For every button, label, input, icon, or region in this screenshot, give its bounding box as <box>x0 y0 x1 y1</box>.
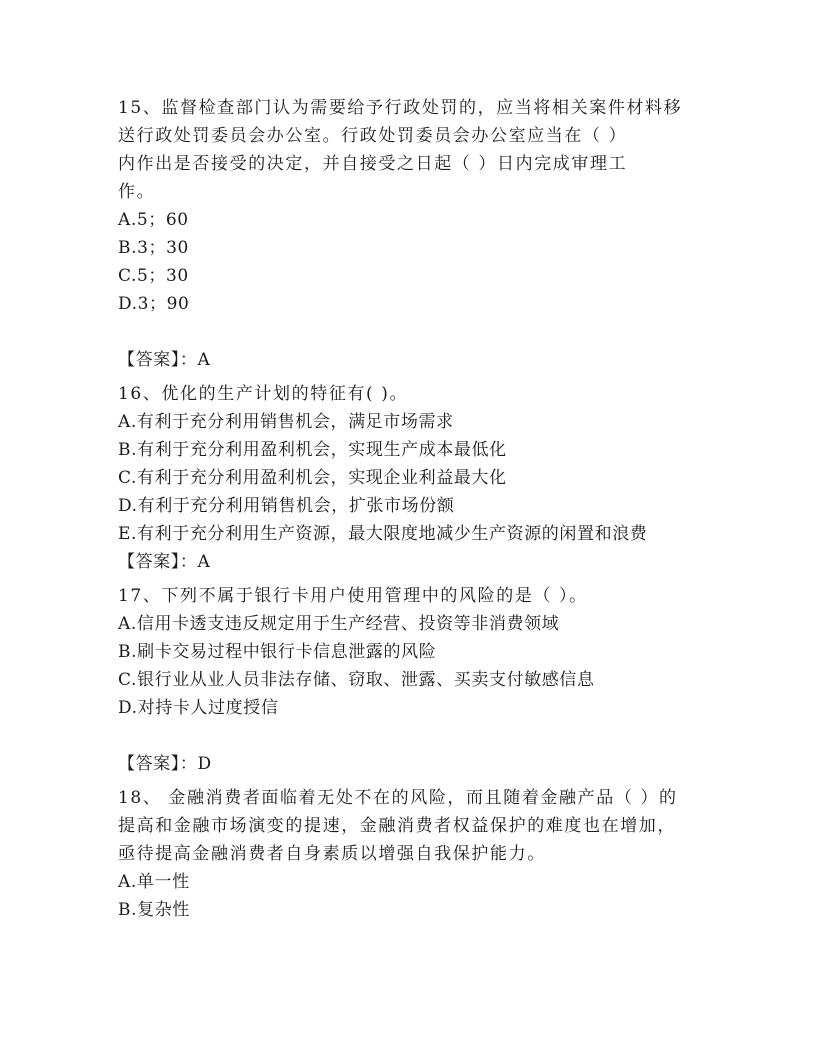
option-b: B.3；30 <box>118 238 189 258</box>
option-a: A.单一性 <box>118 872 190 892</box>
question-15 <box>118 94 698 318</box>
option-b: B.复杂性 <box>118 900 190 920</box>
option-a: A.有利于充分利用销售机会，满足市场需求 <box>118 412 454 432</box>
question-stem <box>118 94 698 206</box>
option-a: A.5；60 <box>118 210 189 230</box>
stem-line: 亟待提高金融消费者自身素质以增强自我保护能力。 <box>118 844 546 864</box>
stem-line: 内作出是否接受的决定，并自接受之日起（ ）日内完成审理工 <box>118 154 628 174</box>
question-stem <box>118 582 698 610</box>
option-c: C.有利于充分利用盈利机会，实现企业利益最大化 <box>118 468 507 488</box>
question-16 <box>118 380 698 548</box>
stem-line: 18、 金融消费者面临着无处不在的风险，而且随着金融产品（ ）的 <box>118 788 678 808</box>
option-b: B.有利于充分利用盈利机会，实现生产成本最低化 <box>118 440 507 460</box>
option-d: D.3；90 <box>118 294 190 314</box>
option-d: D.有利于充分利用销售机会，扩张市场份额 <box>118 496 455 516</box>
question-stem <box>118 784 698 868</box>
stem-line: 送行政处罚委员会办公室。行政处罚委员会办公室应当在（ ） <box>118 126 628 146</box>
answer-17: 【答案】：D <box>118 754 212 774</box>
option-a: A.信用卡透支违反规定用于生产经营、投资等非消费领域 <box>118 614 560 634</box>
option-c: C.5；30 <box>118 266 189 286</box>
stem-line: 17、下列不属于银行卡用户使用管理中的风险的是（ ）。 <box>118 586 588 606</box>
option-d: D.对持卡人过度授信 <box>118 698 279 718</box>
option-c: C.银行业从业人员非法存储、窃取、泄露、买卖支付敏感信息 <box>118 670 595 690</box>
question-17 <box>118 582 698 722</box>
stem-line: 16、优化的生产计划的特征有( )。 <box>118 384 409 404</box>
stem-line: 提高和金融市场演变的提速，金融消费者权益保护的难度也在增加， <box>118 816 676 836</box>
exam-page <box>118 94 698 924</box>
option-b: B.刷卡交易过程中银行卡信息泄露的风险 <box>118 642 437 662</box>
answer-16: 【答案】：A <box>118 552 211 572</box>
question-stem <box>118 380 698 408</box>
question-18 <box>118 784 698 924</box>
stem-line: 作。 <box>118 182 156 202</box>
option-e: E.有利于充分利用生产资源，最大限度地减少生产资源的闲置和浪费 <box>118 524 648 544</box>
answer-15: 【答案】：A <box>118 350 211 370</box>
stem-line: 15、监督检查部门认为需要给予行政处罚的，应当将相关案件材料移 <box>118 98 683 118</box>
